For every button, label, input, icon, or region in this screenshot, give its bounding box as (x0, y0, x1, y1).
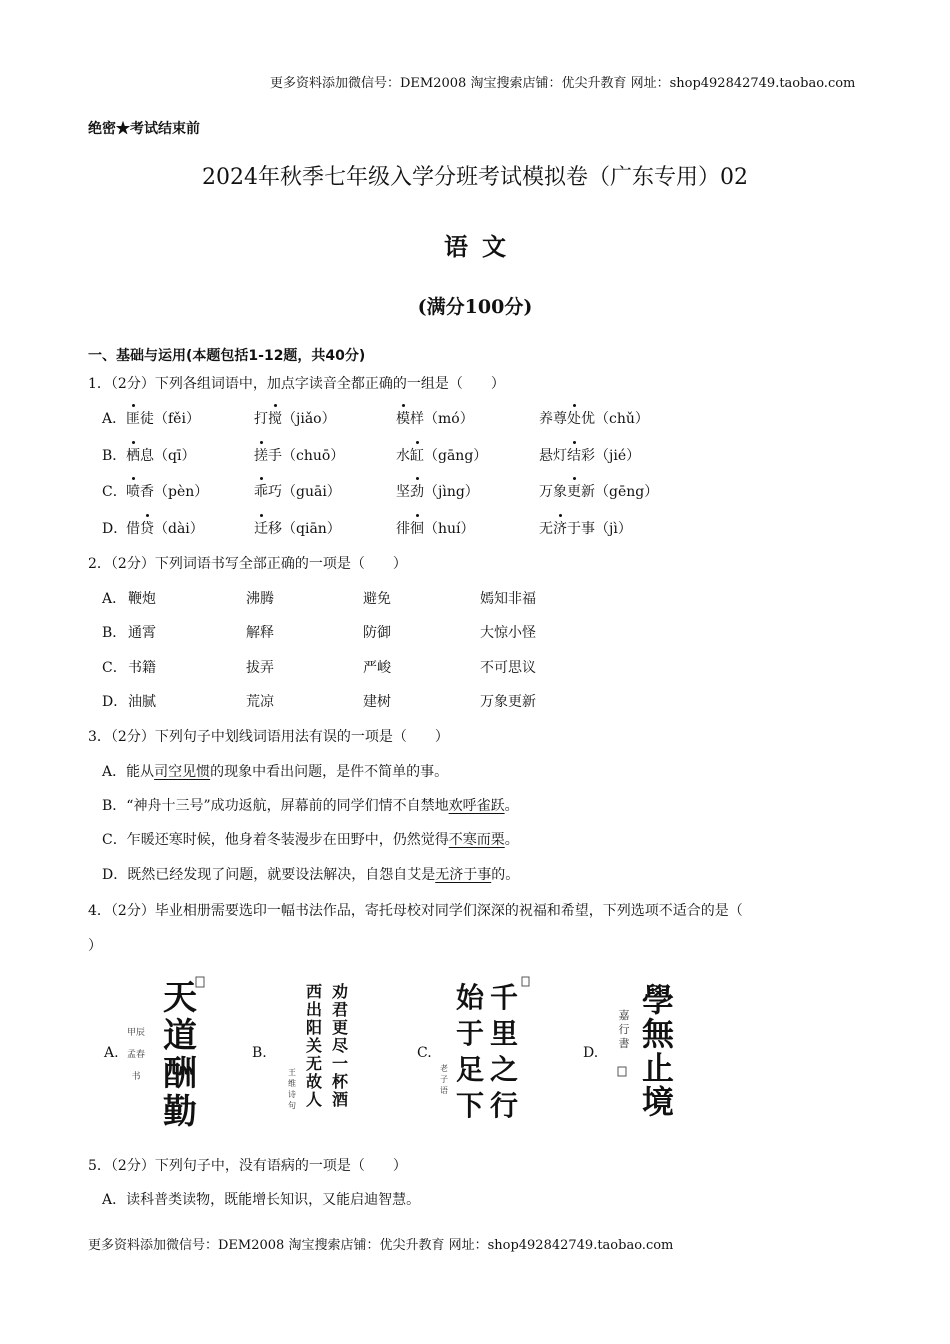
subject-title: 语文 (444, 232, 520, 261)
calligraphy-label-a: A. (104, 1045, 119, 1061)
inscription-char: 行 (618, 1023, 630, 1036)
dotted-char: 搓 (254, 445, 268, 465)
calligraphy-work-c (436, 975, 536, 1125)
word-pinyin: 模样（mó） (396, 408, 474, 428)
calligraphy-char: 無 (641, 1015, 675, 1053)
dotted-char: 迁 (254, 518, 268, 538)
inscription-char: 嘉 (618, 1009, 630, 1022)
calligraphy-char: 千 (489, 981, 519, 1014)
calligraphy-char: 尽 (331, 1036, 349, 1055)
calligraphy-char: 止 (641, 1049, 675, 1087)
seal-stamp (522, 977, 529, 986)
calligraphy-label-b: B. (252, 1045, 267, 1061)
inscription-char: 孟春 (126, 1050, 146, 1060)
option-label: B． (102, 448, 127, 464)
word-pinyin: 打搅（jiǎo） (254, 408, 336, 428)
word-pinyin: 悬灯结彩（jié） (539, 445, 640, 465)
full-score: (满分100分) (417, 296, 533, 318)
word: 万象更新 (480, 694, 536, 710)
inscription-char: 语 (440, 1086, 448, 1095)
dotted-char: 结 (567, 445, 581, 465)
section-heading: 一、基础与运用(本题包括1-12题，共40分) (88, 348, 366, 364)
calligraphy-char: 勤 (163, 1092, 197, 1132)
dotted-char: 乖 (254, 481, 268, 501)
inscription-char: 书 (131, 1072, 141, 1082)
calligraphy-char: 里 (489, 1017, 519, 1050)
calligraphy-char: 酒 (331, 1090, 349, 1109)
page-footer: 更多资料添加微信号：DEM2008 淘宝搜索店铺：优尖升教育 网址：shop492842749.taobao.com (88, 1238, 674, 1253)
option-label: D． (102, 521, 128, 537)
word: 油腻 (128, 694, 156, 710)
word: 防御 (363, 625, 391, 641)
inscription-char: 维 (288, 1079, 296, 1088)
calligraphy-char: 杯 (331, 1072, 349, 1091)
question-5-option-a: A．读科普类读物，既能增长知识，又能启迪智慧。 (102, 1192, 421, 1208)
q3-option: A．能从司空见惯的现象中看出问题，是件不简单的事。 (102, 764, 449, 780)
word-pinyin: 徘徊（huí） (396, 518, 475, 538)
dotted-char: 处 (567, 408, 581, 428)
option-label: C． (102, 660, 127, 676)
word-pinyin: 养尊处优（chǔ） (539, 408, 649, 428)
calligraphy-char: 之 (489, 1053, 519, 1086)
dotted-char: 搅 (268, 408, 282, 428)
calligraphy-char: 天 (163, 978, 197, 1018)
calligraphy-work-b (282, 975, 372, 1125)
inscription-char: 書 (618, 1037, 630, 1050)
word: 鞭炮 (128, 591, 156, 607)
calligraphy-label-d: D. (583, 1045, 599, 1061)
inscription-char: 句 (288, 1101, 296, 1110)
word-pinyin: 搓手（chuō） (254, 445, 344, 465)
question-2-stem: 2．（2分）下列词语书写全部正确的一项是（ ） (88, 556, 407, 572)
calligraphy-char: 故 (305, 1072, 323, 1091)
calligraphy-char: 酬 (163, 1054, 197, 1094)
inscription-char: 诗 (288, 1090, 296, 1099)
word-pinyin: 万象更新（gēng） (539, 481, 658, 501)
dotted-char: 模 (396, 408, 410, 428)
q3-option: D．既然已经发现了问题，就要设法解决，自怨自艾是无济于事的。 (102, 867, 520, 883)
option-label: A． (102, 591, 127, 607)
seal-stamp (618, 1067, 626, 1076)
word: 解释 (246, 625, 274, 641)
inscription-char: 老 (440, 1064, 448, 1073)
calligraphy-char: 劝 (331, 982, 349, 1001)
underlined-phrase: 不寒而栗 (448, 832, 505, 848)
dotted-char: 喷 (126, 481, 140, 501)
word: 拔弄 (246, 660, 274, 676)
dotted-char: 栖 (126, 445, 140, 465)
calligraphy-char: 一 (331, 1054, 349, 1073)
word-pinyin: 无济于事（jì） (539, 518, 632, 538)
word-pinyin: 水缸（gāng） (396, 445, 487, 465)
option-label: D． (102, 694, 128, 710)
question-4-stem-end: ） (88, 938, 102, 954)
calligraphy-char: 关 (305, 1036, 323, 1055)
dotted-char: 济 (553, 518, 567, 538)
q3-option: B．“神舟十三号”成功返航，屏幕前的同学们情不自禁地欢呼雀跃。 (102, 798, 519, 814)
word-pinyin: 栖息（qī） (126, 445, 195, 465)
calligraphy-char: 于 (455, 1017, 485, 1050)
calligraphy-char: 學 (641, 981, 675, 1019)
inscription-char: 甲辰 (126, 1028, 146, 1038)
q3-option: C．乍暖还寒时候，他身着冬装漫步在田野中，仍然觉得不寒而栗。 (102, 832, 519, 848)
underlined-phrase: 司空见惯 (154, 764, 211, 780)
confidential-label: 绝密★考试结束前 (88, 121, 200, 137)
page-header: 更多资料添加微信号：DEM2008 淘宝搜索店铺：优尖升教育 网址：shop492842749.taobao.com (270, 76, 856, 91)
word-pinyin: 迁移（qiān） (254, 518, 341, 538)
question-1-stem: 1．（2分）下列各组词语中，加点字读音全都正确的一组是（ ） (88, 376, 505, 392)
dotted-char: 徊 (410, 518, 424, 538)
word: 通霄 (128, 625, 156, 641)
word: 书籍 (128, 660, 156, 676)
dotted-char: 贷 (140, 518, 154, 538)
question-4-stem: 4．（2分）毕业相册需要选印一幅书法作品，寄托母校对同学们深深的祝福和希望，下列选项不适合的是（ (88, 903, 743, 919)
option-label: B． (102, 625, 127, 641)
option-label: C． (102, 484, 127, 500)
word: 沸腾 (246, 591, 274, 607)
word: 建树 (363, 694, 391, 710)
word-pinyin: 乖巧（guāi） (254, 481, 341, 501)
calligraphy-work-a (122, 975, 212, 1135)
word: 嫣知非福 (480, 591, 536, 607)
option-label: A． (102, 411, 127, 427)
calligraphy-char: 下 (455, 1089, 485, 1122)
word: 严峻 (363, 660, 391, 676)
exam-title: 2024年秋季七年级入学分班考试模拟卷（广东专用）02 (202, 165, 748, 190)
calligraphy-char: 西 (305, 982, 323, 1001)
calligraphy-char: 行 (489, 1089, 519, 1122)
seal-stamp (196, 977, 204, 987)
word: 荒凉 (246, 694, 274, 710)
calligraphy-char: 无 (305, 1054, 323, 1073)
word-pinyin: 喷香（pèn） (126, 481, 208, 501)
inscription-char: 王 (288, 1068, 296, 1077)
question-3-stem: 3．（2分）下列句子中划线词语用法有误的一项是（ ） (88, 729, 449, 745)
word: 不可思议 (480, 660, 536, 676)
calligraphy-label-c: C. (417, 1045, 432, 1061)
dotted-char: 缸 (410, 445, 424, 465)
dotted-char: 匪 (126, 408, 140, 428)
calligraphy-char: 始 (455, 981, 485, 1014)
calligraphy-char: 阳 (305, 1018, 323, 1037)
calligraphy-char: 更 (331, 1018, 349, 1037)
question-5-stem: 5．（2分）下列句子中，没有语病的一项是（ ） (88, 1158, 407, 1174)
calligraphy-work-d (604, 975, 694, 1125)
word-pinyin: 借贷（dài） (126, 518, 204, 538)
calligraphy-char: 道 (163, 1016, 197, 1056)
word-pinyin: 坚劲（jìng） (396, 481, 479, 501)
dotted-char: 更 (567, 481, 581, 501)
calligraphy-char: 人 (305, 1090, 323, 1109)
dotted-char: 劲 (410, 481, 424, 501)
word-pinyin: 匪徒（fěi） (126, 408, 200, 428)
calligraphy-char: 出 (305, 1000, 323, 1019)
inscription-char: 子 (440, 1075, 448, 1084)
calligraphy-char: 君 (331, 1000, 349, 1019)
calligraphy-char: 境 (641, 1083, 675, 1121)
underlined-phrase: 欢呼雀跃 (448, 798, 505, 814)
word: 避免 (363, 591, 391, 607)
calligraphy-char: 足 (455, 1053, 485, 1086)
word: 大惊小怪 (480, 625, 536, 641)
underlined-phrase: 无济于事 (435, 867, 492, 883)
